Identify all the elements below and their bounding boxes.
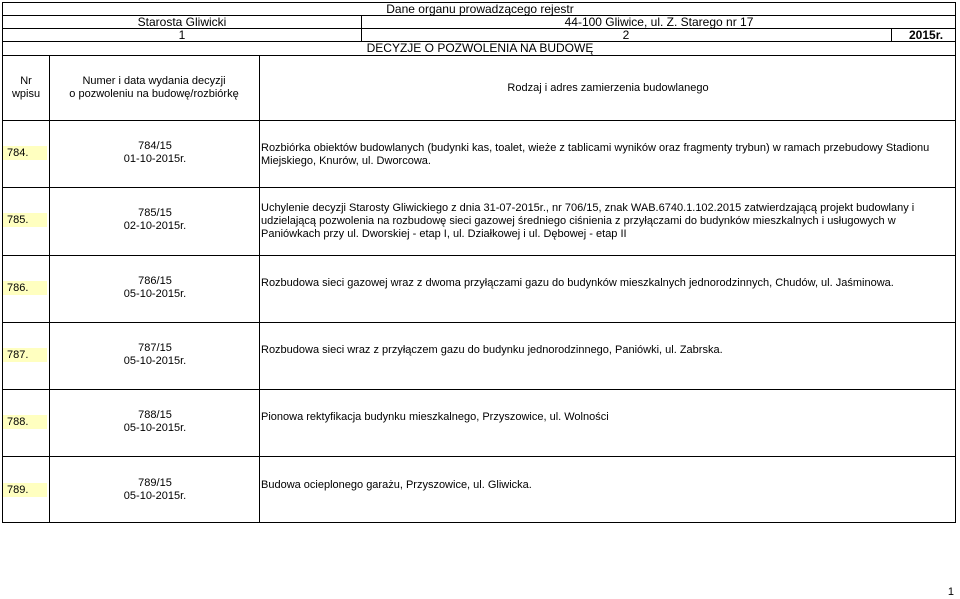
column-header-decision: o pozwoleniu na budowę/rozbiórkę [69,88,239,100]
column-header-description: Rodzaj i adres zamierzenia budowlanego [507,82,709,94]
divider [3,187,955,188]
column-header-decision: Numer i data wydania decyzji [82,75,226,87]
divider [3,120,955,121]
divider [891,28,892,41]
divider [3,389,955,390]
decision-date: 05-10-2015r. [123,422,187,434]
divider [3,255,955,256]
project-description: Budowa ocieplonego garażu, Przyszowice, ul. Gliwicka. [261,479,532,491]
entry-number: 788. [3,415,47,429]
register-sheet [2,2,956,523]
divider [3,456,955,457]
divider [3,322,955,323]
decision-number: 786/15 [138,275,172,287]
project-description: Uchylenie decyzji Starosty Gliwickiego z dnia 31-07-2015r., nr 706/15, znak WAB.6740.1.102.2015 zatwierdzającą projekt budowlany i udzielającą pozwolenia na rozbudowę sieci gazowej średniego ciśnienia z przyłączami do budynków mieszkalnych i usługowych w Paniówkach przy ul. Dworskiej - etap I, ul. Działkowej i ul. Dębowej - etap II [261,202,915,240]
organ-address: 44-100 Gliwice, ul. Z. Starego nr 17 [564,15,754,29]
project-description: Rozbiórka obiektów budowlanych (budynki kas, toalet, wieże z tablicami wyników oraz fragmenty trybun) w ramach przebudowy Stadionu Miejskiego, Knurów, ul. Dworcowa. [261,142,930,167]
column-header-nr: Nr [20,75,32,87]
organ-label: Dane organu prowadzącego rejestr [386,2,574,16]
decision-number: 789/15 [138,477,172,489]
divider [49,55,50,523]
decision-date: 01-10-2015r. [123,153,187,165]
divider [3,55,955,56]
decision-date: 05-10-2015r. [123,355,187,367]
decision-number: 785/15 [138,207,172,219]
decision-number: 784/15 [138,140,172,152]
entry-number: 784. [3,146,47,160]
divider [259,55,260,523]
decision-number: 788/15 [138,409,172,421]
project-description: Rozbudowa sieci wraz z przyłączem gazu do budynku jednorodzinnego, Paniówki, ul. Zabrska. [261,344,723,356]
entry-number: 787. [3,348,47,362]
project-description: Pionowa rektyfikacja budynku mieszkalnego, Przyszowice, ul. Wolności [261,411,609,423]
decision-date: 05-10-2015r. [123,288,187,300]
decision-date: 05-10-2015r. [123,490,187,502]
organ-name: Starosta Gliwicki [137,15,227,29]
decision-number: 787/15 [138,342,172,354]
entry-number: 785. [3,213,47,227]
register-title: DECYZJE O POZWOLENIA NA BUDOWĘ [366,41,594,55]
entry-number: 789. [3,483,47,497]
column-number-2: 2 [622,28,630,42]
page-number: 1 [947,586,954,598]
register-year: 2015r. [909,28,944,42]
column-header-nr: wpisu [11,88,41,100]
entry-number: 786. [3,281,47,295]
decision-date: 02-10-2015r. [123,220,187,232]
project-description: Rozbudowa sieci gazowej wraz z dwoma przyłączami gazu do budynków mieszkalnych jednorodzinnych, Chudów, ul. Jaśminowa. [261,277,894,289]
column-number-1: 1 [178,28,186,42]
